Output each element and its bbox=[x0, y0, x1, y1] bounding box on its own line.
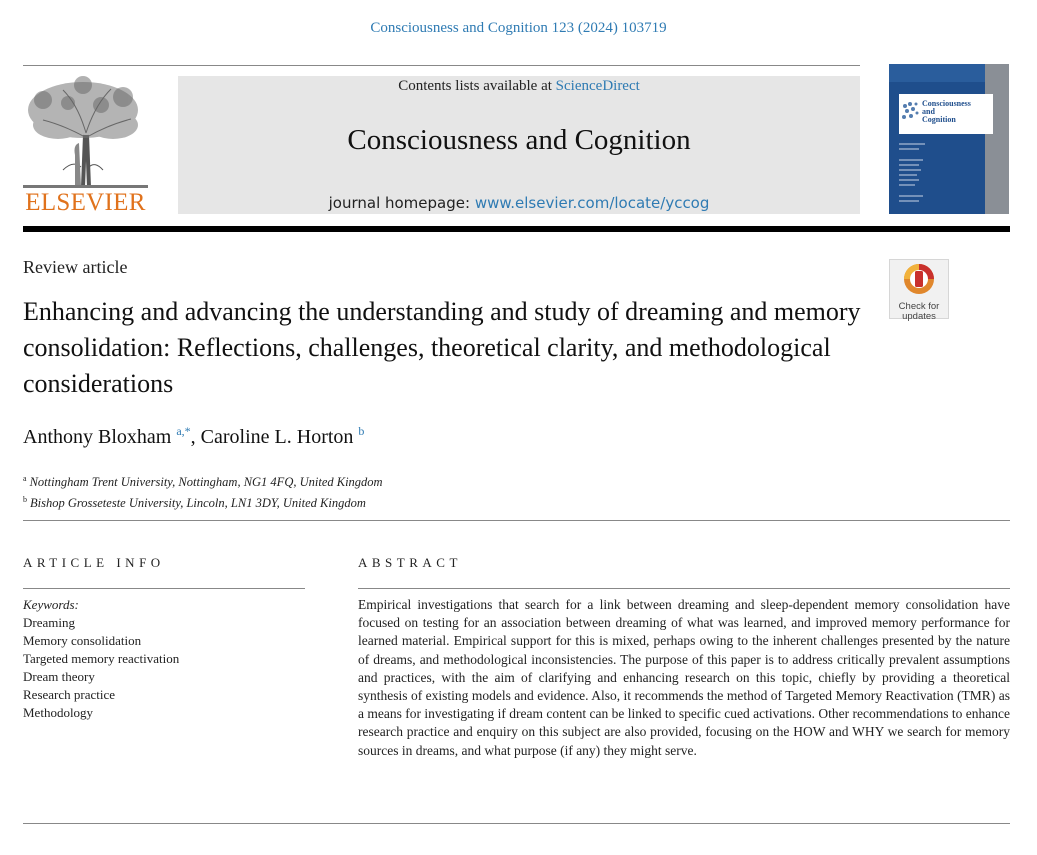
homepage-prefix: journal homepage: bbox=[328, 194, 475, 212]
crossmark-icon bbox=[902, 262, 936, 296]
homepage-line bbox=[178, 194, 860, 212]
affiliation bbox=[23, 491, 383, 512]
check-for-updates-label: Check for updates bbox=[898, 301, 940, 322]
top-divider bbox=[23, 65, 860, 66]
header-thick-rule bbox=[23, 226, 1010, 232]
section-divider bbox=[23, 520, 1010, 521]
journal-cover-image bbox=[889, 64, 1009, 214]
author-name[interactable]: Caroline L. Horton bbox=[200, 426, 354, 448]
abstract-rule bbox=[358, 588, 1010, 589]
check-for-updates-button[interactable] bbox=[889, 259, 949, 322]
bottom-divider bbox=[23, 823, 1010, 824]
author-separator: , bbox=[190, 426, 201, 448]
article-title: Enhancing and advancing the understanding and study of dreaming and memory consolidation: Reflections, challenges, theoretical clarity, and methodological considerations bbox=[23, 297, 861, 398]
article-info-heading: ARTICLE INFO bbox=[23, 555, 165, 570]
keywords-block bbox=[23, 596, 179, 722]
keyword: Research practice bbox=[23, 687, 116, 702]
cover-title-word-3: Cognition bbox=[922, 115, 956, 124]
author-list bbox=[23, 424, 364, 449]
contents-line bbox=[178, 78, 860, 95]
keyword: Dreaming bbox=[23, 615, 75, 630]
abstract-heading: ABSTRACT bbox=[358, 555, 462, 570]
publisher-name: ELSEVIER bbox=[25, 189, 146, 216]
journal-title: Consciousness and Cognition bbox=[347, 124, 691, 156]
keyword: Methodology bbox=[23, 705, 94, 720]
keyword: Dream theory bbox=[23, 669, 95, 684]
elsevier-tree-icon bbox=[23, 75, 148, 190]
keyword: Targeted memory reactivation bbox=[23, 651, 180, 666]
author-affiliation-marker[interactable]: b bbox=[358, 424, 365, 438]
article-info-rule bbox=[23, 588, 305, 589]
keyword: Memory consolidation bbox=[23, 633, 142, 648]
affiliation bbox=[23, 470, 383, 491]
keywords-label: Keywords: bbox=[23, 597, 79, 612]
sciencedirect-link[interactable]: ScienceDirect bbox=[555, 78, 640, 94]
affiliation-list bbox=[23, 470, 383, 512]
affiliation-key: b bbox=[23, 495, 27, 504]
article-type: Review article bbox=[23, 257, 128, 277]
abstract-text: Empirical investigations that search for a link between dreaming and sleep-dependent memory consolidation have focused on testing for an association between dreaming of what was learned, and improved memory performance for learned material. Empirical support for this is mixed, perhaps owing to the inherent challenges presented by the nature of dreams, and methodological inconsistencies. The purpose of this paper is to address critically prevalent assumptions and practices, with the aim of clarifying and enhancing research on this topic, chiefly by providing a theoretical synthesis of existing models and evidence. Also, it recommends the method of Targeted Memory Reactivation (TMR) as a means for investigating if dream content can be linked to specific cued activations. Other recommendations to enhance research practice and enquiry on this subject are also provided, focusing on the HOW and WHY we search for memory sources in dreams, and what purpose (if any) they might serve. bbox=[358, 597, 1010, 758]
contents-prefix: Contents lists available at bbox=[398, 78, 556, 94]
author-affiliation-marker[interactable]: a,* bbox=[176, 424, 191, 438]
journal-citation[interactable]: Consciousness and Cognition 123 (2024) 103719 bbox=[370, 20, 667, 36]
affiliation-key: a bbox=[23, 474, 27, 483]
elsevier-logo[interactable] bbox=[23, 75, 148, 217]
affiliation-text: Nottingham Trent University, Nottingham, NG1 4FQ, United Kingdom bbox=[29, 475, 383, 489]
journal-homepage-link[interactable]: www.elsevier.com/locate/yccog bbox=[474, 194, 710, 212]
cover-title-word-1: Consciousness bbox=[922, 99, 971, 108]
affiliation-text: Bishop Grosseteste University, Lincoln, LN1 3DY, United Kingdom bbox=[30, 496, 366, 510]
author-name[interactable]: Anthony Bloxham bbox=[23, 426, 172, 448]
journal-masthead bbox=[178, 76, 860, 214]
journal-cover-thumbnail[interactable] bbox=[889, 64, 1009, 214]
cover-title-word-2: and bbox=[922, 107, 935, 116]
